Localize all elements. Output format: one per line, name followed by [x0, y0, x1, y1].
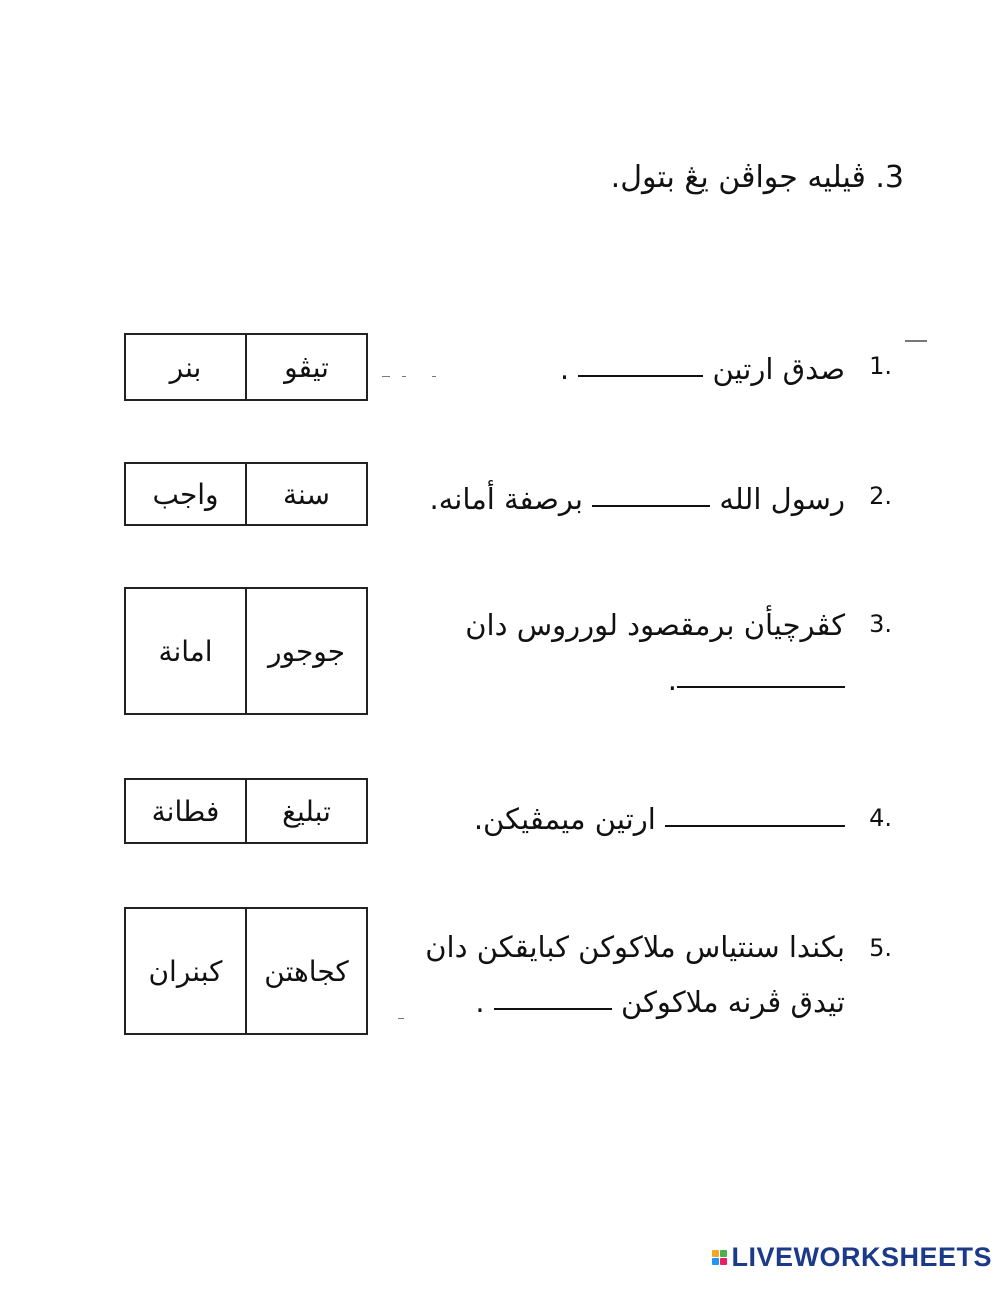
question-text-after: .	[475, 985, 485, 1020]
scan-speck	[382, 376, 390, 377]
question-line	[425, 975, 845, 1030]
answer-blank[interactable]	[578, 365, 703, 377]
logo-text: LIVEWORKSHEETS	[731, 1242, 992, 1272]
question-text-after: برصفة أمانه.	[429, 482, 583, 516]
scan-speck	[402, 376, 406, 377]
choice-option[interactable]: جوجور	[245, 589, 366, 713]
question-number: 1.	[869, 352, 892, 380]
liveworksheets-logo	[712, 1242, 992, 1273]
answer-blank[interactable]	[677, 676, 845, 688]
question-text	[425, 920, 845, 1030]
answer-blank[interactable]	[665, 815, 845, 827]
scan-speck	[432, 376, 436, 377]
logo-square	[712, 1258, 719, 1265]
choice-option[interactable]: فطانة	[151, 794, 220, 828]
choice-box	[124, 778, 368, 844]
question-text-before: رسول الله	[719, 482, 845, 516]
choice-box	[124, 907, 368, 1035]
question-text-before: تيدق ڤرنه ملاكوكن	[621, 985, 845, 1020]
choice-option[interactable]: كجاهتن	[245, 909, 366, 1033]
choice-option[interactable]: بنر	[169, 350, 202, 384]
choice-option[interactable]: امانة	[158, 634, 213, 668]
scan-speck	[905, 340, 927, 342]
logo-square	[720, 1258, 727, 1265]
question-text-after: .	[667, 663, 677, 698]
answer-blank[interactable]	[494, 998, 612, 1010]
question-text	[465, 598, 845, 708]
question-text-after: ارتين ميمڤيکن.	[473, 802, 656, 836]
choice-option[interactable]: كبنران	[148, 954, 223, 988]
question-text	[474, 792, 845, 847]
choice-option[interactable]: تبليغ	[245, 780, 366, 842]
choice-box	[124, 462, 368, 526]
logo-square	[712, 1250, 719, 1257]
logo-icon	[712, 1250, 727, 1265]
question-text-before: صدق ارتين	[712, 352, 845, 386]
answer-blank[interactable]	[592, 495, 710, 507]
question-line: كڤرچيأن برمقصود لورروس دان	[465, 608, 845, 642]
choice-option[interactable]: سنة	[245, 464, 366, 524]
instruction-heading: 3. ڤيليه جواڤن يڠ بتول.	[610, 160, 904, 195]
choice-box	[124, 333, 368, 401]
scan-speck	[398, 1018, 404, 1019]
choice-option[interactable]: واجب	[152, 477, 219, 511]
choice-box	[124, 587, 368, 715]
question-number: 3.	[869, 610, 892, 638]
question-line	[465, 653, 845, 708]
question-text	[430, 472, 845, 527]
choice-option[interactable]: تيڤو	[245, 335, 366, 399]
question-number: 4.	[869, 804, 892, 832]
question-number: 2.	[869, 482, 892, 510]
question-text-after: .	[559, 352, 570, 386]
question-text	[560, 342, 845, 397]
logo-square	[720, 1250, 727, 1257]
question-number: 5.	[869, 934, 892, 962]
question-line: بكندا سنتياس ملاكوكن كبايقكن دان	[425, 930, 845, 964]
